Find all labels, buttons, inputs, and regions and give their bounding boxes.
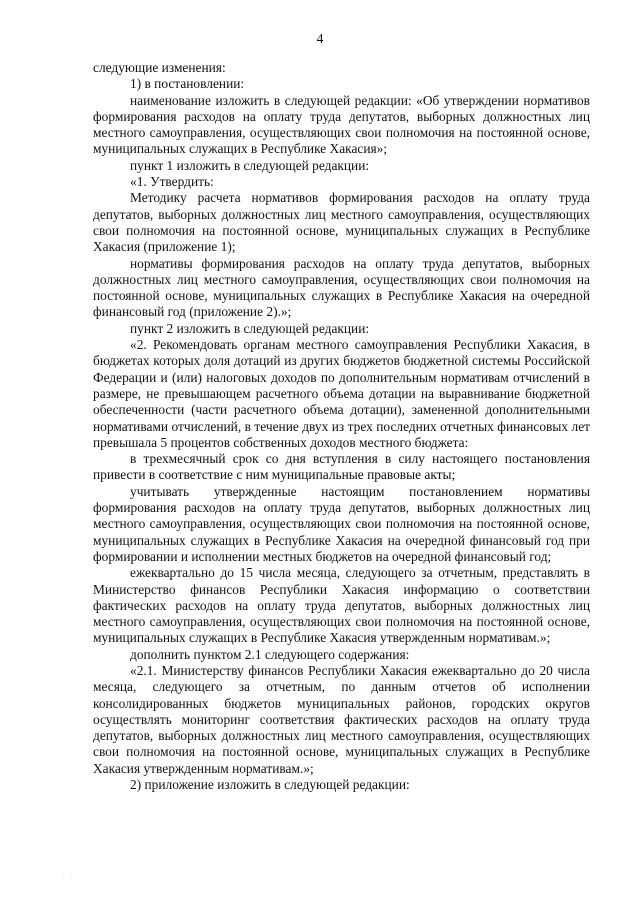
paragraph: пункт 1 изложить в следующей редакции: xyxy=(130,157,370,173)
paragraph: следующие изменения: xyxy=(93,60,226,75)
page-number: 4 xyxy=(316,31,324,46)
document-body xyxy=(93,60,590,793)
paragraph: ежеквартально до 15 числа месяца, следующего за отчетным, представлять в Министерство финансов Республики Хакасия информацию о соответствии фактических расходов на оплату труда депутатов, выборных должностных лиц местного самоуправления, осуществляющих свои полномочия на постоянной основе, муниципальных служащих в Республике Хакасия утвержденным нормативам.»; xyxy=(93,565,590,646)
paragraph: наименование изложить в следующей редакции: «Об утверждении нормативов формирования расходов на оплату труда депутатов, выборных должностных лиц местного самоуправления, осуществляющих свои полномочия на постоянной основе, муниципальных служащих в Республике Хакасия»; xyxy=(93,92,590,157)
paragraph: «1. Утвердить: xyxy=(130,174,214,190)
paragraph: пункт 2 изложить в следующей редакции: xyxy=(130,320,370,336)
paragraph: «2. Рекомендовать органам местного самоуправления Республики Хакасия, в бюджетах которых доля дотаций из других бюджетов бюджетной системы Российской Федерации и (или) налоговых доходов по дополнительным нормативам отчислений в размере, не превышающем расчетного объема дотации на выравнивание бюджетной обеспеченности (части расчетного объема дотации), замененной дополнительными нормативами отчислений, в течение двух из трех последних отчетных финансовых лет превышала 5 процентов собственных доходов местного бюджета: xyxy=(93,337,590,450)
paragraph: учитывать утвержденные настоящим постановлением нормативы формирования расходов на оплату труда депутатов, выборных должностных лиц местного самоуправления, осуществляющих свои полномочия на постоянной основе, муниципальных служащих в Республике Хакасия на очередной финансовый год при формировании и исполнении местных бюджетов на очередной финансовый год; xyxy=(93,483,590,564)
paragraph: дополнить пунктом 2.1 следующего содержания: xyxy=(130,646,410,662)
paragraph: в трехмесячный срок со дня вступления в силу настоящего постановления привести в соответствие с ним муниципальные правовые акты; xyxy=(93,451,590,483)
paragraph: 1) в постановлении: xyxy=(130,76,245,92)
paragraph: 2) приложение изложить в следующей редакции: xyxy=(130,777,410,793)
paragraph: нормативы формирования расходов на оплату труда депутатов, выборных должностных лиц местного самоуправления, осуществляющих свои полномочия на постоянной основе, муниципальных служащих в Республике Хакасия на очередной финансовый год (приложение 2).»; xyxy=(93,255,590,320)
paragraph: Методику расчета нормативов формирования расходов на оплату труда депутатов, выборных должностных лиц местного самоуправления, осуществляющих свои полномочия на постоянной основе, муниципальных служащих в Республике Хакасия (приложение 1); xyxy=(93,190,590,255)
paragraph: «2.1. Министерству финансов Республики Хакасия ежеквартально до 20 числа месяца, следующего за отчетным, по данным отчетов об исполнении консолидированных бюджетов муниципальных районов, городских округов осуществлять мониторинг соответствия фактических расходов на оплату труда депутатов, выборных должностных лиц местного самоуправления, осуществляющих свои полномочия на постоянной основе, муниципальных служащих в Республике Хакасия утвержденным нормативам.»; xyxy=(93,662,590,776)
scan-artifact: · · xyxy=(62,874,75,882)
